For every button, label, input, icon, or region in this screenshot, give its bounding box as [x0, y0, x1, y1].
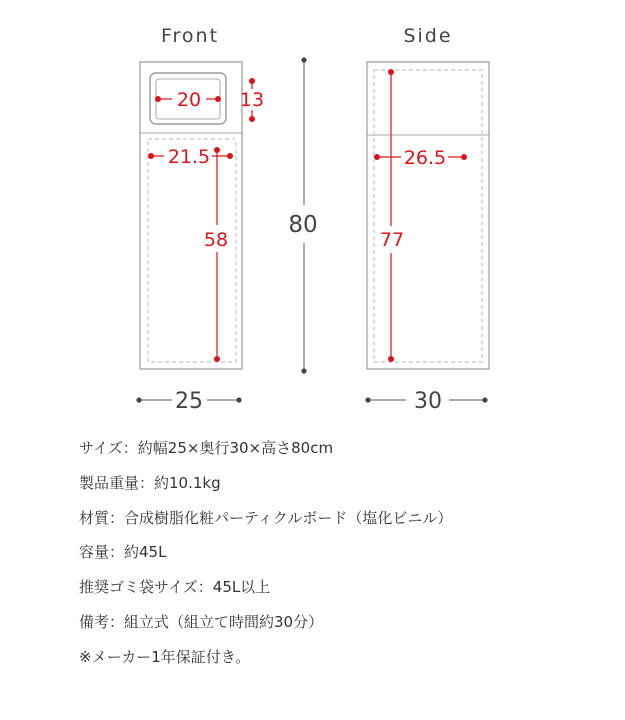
front-view-title: Front: [160, 25, 220, 47]
spec-remarks: 備考：組立式（組立て時間約30分）: [79, 613, 324, 631]
front-dimension-marks: [148, 78, 255, 362]
side-view-title: Side: [403, 25, 453, 47]
overall-width-dimension: [136, 389, 241, 414]
side-interior-height-label: 77: [379, 229, 405, 251]
spec-bag-size: 推奨ゴミ袋サイズ：45L以上: [79, 578, 271, 596]
overall-width-label: 25: [175, 389, 203, 414]
overall-depth-label: 30: [414, 389, 442, 414]
interior-width-label: 21.5: [167, 146, 211, 168]
interior-height-label: 58: [203, 229, 229, 251]
opening-height-label: 13: [239, 89, 265, 111]
interior-depth-label: 26.5: [403, 147, 447, 169]
side-dimension-labels: [380, 147, 446, 251]
warranty-note: ※メーカー1年保証付き。: [79, 648, 251, 666]
overall-height-dimension: [288, 57, 317, 373]
opening-width-label: 20: [176, 89, 202, 111]
overall-height-label: 80: [288, 212, 318, 238]
spec-weight: 製品重量：約10.1kg: [79, 474, 221, 492]
spec-size: サイズ：約幅25×奥行30×高さ80cm: [79, 439, 334, 457]
side-dimension-marks: [374, 69, 467, 362]
overall-depth-dimension: [365, 389, 487, 414]
spec-capacity: 容量：約45L: [79, 543, 167, 561]
front-dimension-labels: [168, 89, 264, 251]
spec-material: 材質：合成樹脂化粧パーティクルボード（塩化ビニル）: [79, 509, 453, 527]
side-cabinet-outline: [367, 62, 489, 369]
